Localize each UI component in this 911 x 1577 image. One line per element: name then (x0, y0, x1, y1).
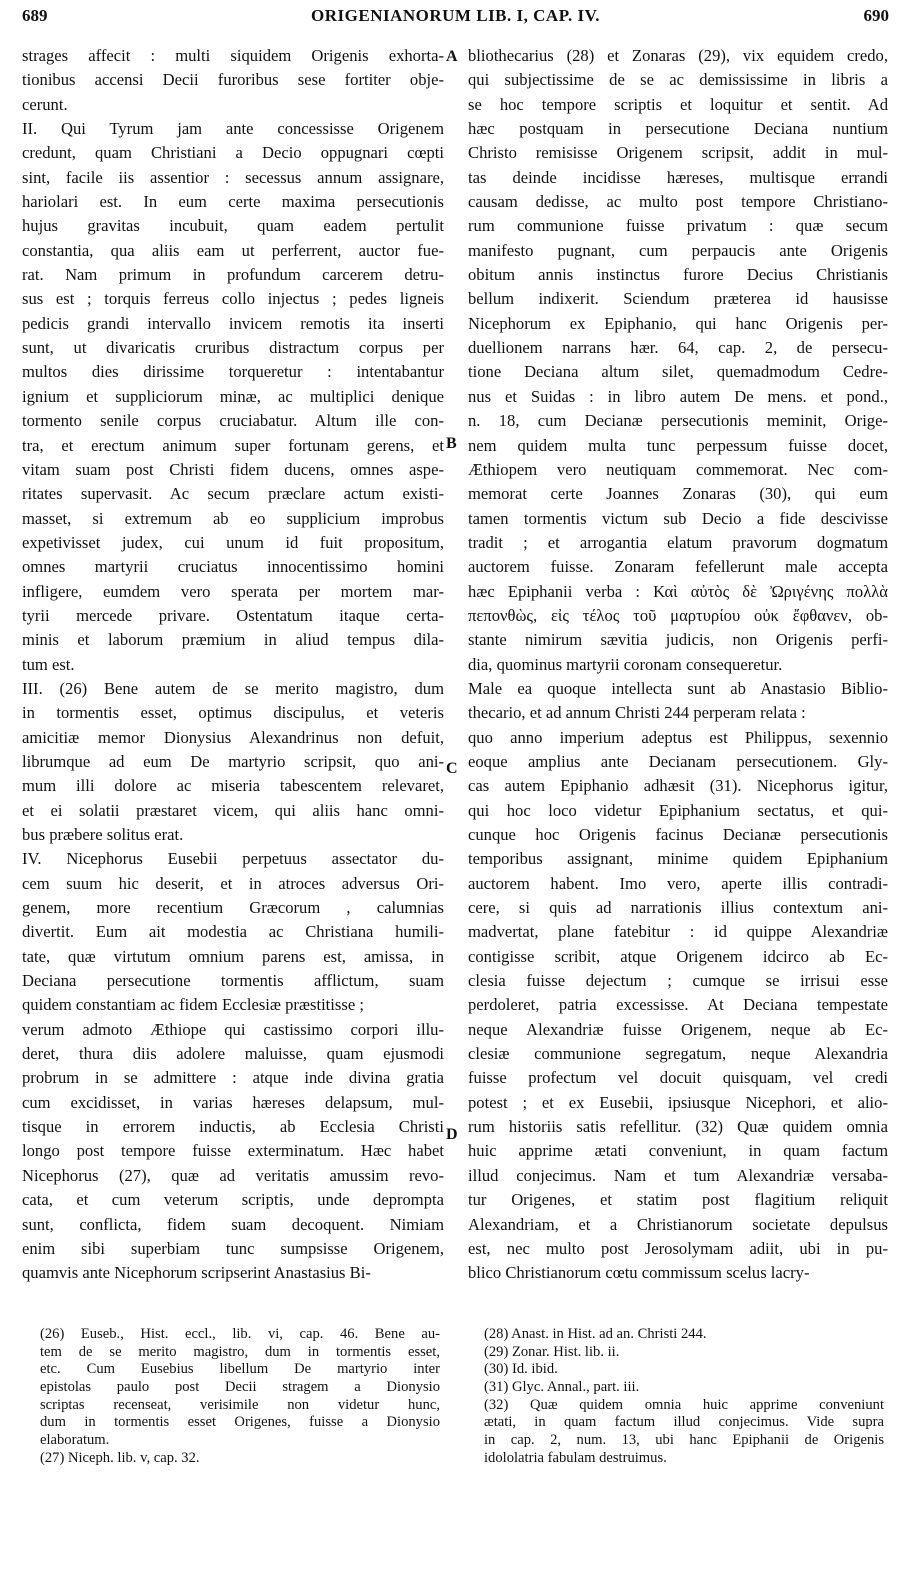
text-line: tamen tormentis victum sub Decio a fide descivisse (468, 508, 888, 528)
left-text-column (22, 44, 444, 1286)
text-line: Alexandriam, et a Christianorum societate depulsus (468, 1214, 888, 1234)
footnote-line: epistolas paulo post Decii stragem a Dionysio (40, 1379, 440, 1396)
text-line: cem suum hic deserit, et in atroces adversus Ori- (22, 873, 444, 893)
text-line: manifesto pugnant, cum perpaucis ante Origenis (468, 240, 888, 260)
text-line: genem, more recentium Græcorum , calumnias (22, 898, 444, 918)
text-line: perdoleret, patria excessisse. At Deciana tempestate (468, 995, 888, 1015)
text-line: neque Alexandriæ fuisse Origenem, neque ab Ec- (468, 1019, 888, 1039)
text-line: hujus gravitas incubuit, quam eadem pertulit (22, 216, 444, 236)
text-line: contigisse scribit, atque Origenem idcirco ab Ec- (468, 946, 888, 966)
text-line: auctorem habent. Imo vero, aperte illis contradi- (468, 873, 888, 893)
text-line: minis et laborum præmium in aliud tempus dila- (22, 630, 444, 650)
text-line: sint, facile iis assentior : secessus annum assignare, (22, 167, 444, 187)
text-line: cata, et cum veterum scriptis, unde deprompta (22, 1190, 444, 1210)
text-line: tum est. (22, 654, 75, 674)
text-line: multos dies dirissime torqueretur : intentabantur (22, 362, 444, 382)
text-line: tisque in errorem inductis, ab Ecclesia Christi (22, 1117, 444, 1137)
text-line: ritates supervasit. Ac secum præclare actum existi- (22, 484, 444, 504)
text-line: fuisse profectum vel docuit quisquam, vel credi (468, 1068, 888, 1088)
footnote-line: (28) Anast. in Hist. ad an. Christi 244. (484, 1326, 707, 1342)
running-header (22, 6, 889, 32)
footnote-line: idololatria fabulam destruimus. (484, 1449, 667, 1466)
text-line: in tormentis esset, optimus discipulus, et veteris (22, 703, 444, 723)
text-line: Nicephorum ex Epiphanio, qui hanc Origenis per- (468, 313, 888, 333)
text-line: credunt, quam Christiani a Decio oppugnari cœpti (22, 143, 444, 163)
text-line: hæc Epiphanii verba : Καὶ αὐτὸς δὲ Ὠριγένης πολλὰ (468, 581, 888, 601)
text-line: memorat certe Joannes Zonaras (30), qui eum (468, 484, 888, 504)
text-line: tate, quæ virtutum omnium parens est, amissa, in (22, 946, 444, 966)
text-line: et ei solatii præstaret vicem, qui aliis hanc omni- (22, 800, 444, 820)
text-line: madvertat, plane fatebitur : id quippe Alexandriæ (468, 922, 888, 942)
left-page-number: 689 (22, 6, 48, 25)
text-line: bellum indixerit. Sciendum præterea id hausisse (468, 289, 888, 309)
text-line: clesia fuisse dejectum ; cumque se irrisui esse (468, 971, 888, 991)
left-footnotes (40, 1326, 440, 1468)
text-line: hariolari est. In eum certe maxima persecutionis (22, 192, 444, 212)
text-line: quo anno imperium adeptus est Philippus, sexennio (468, 727, 888, 747)
text-line: tas deinde incidisse hæreses, multisque errandi (468, 167, 888, 187)
text-line: expetivisset judex, cui unum id fuit propositum, (22, 532, 444, 552)
right-footnotes (484, 1326, 884, 1468)
text-line: cas autem Epiphanio adhæsit (31). Nicephorus igitur, (468, 776, 888, 796)
footnote-line: (31) Glyc. Annal., part. iii. (484, 1379, 640, 1396)
text-line: longo post tempore fuisse exterminatum. Hæc habet (22, 1141, 444, 1161)
text-line: clesiæ communione segregatum, neque Alexandria (468, 1044, 888, 1064)
text-line: potest ; et ex Eusebii, ipsiusque Nicephori, et alio- (468, 1092, 888, 1112)
footnote-line: (30) Id. ibid. (484, 1361, 558, 1378)
right-text-column (468, 44, 888, 1286)
text-line: se hoc tempore scriptis et loquitur et sentit. Ad (468, 94, 888, 114)
footnote-line: elaboratum. (40, 1432, 110, 1449)
text-line: thecario, et ad annum Christi 244 perperam relata : (468, 703, 806, 723)
text-line: sus est ; torquis ferreus collo injectus ; pedes ligneis (22, 289, 444, 309)
text-line: III. (26) Bene autem de se merito magistro, dum (22, 678, 444, 698)
text-line: πεπονθὼς, εἰς τέλος τοῦ μαρτυρίου οὐκ ἔφθανεν, ob- (468, 605, 888, 625)
footnote-line: (27) Niceph. lib. v, cap. 32. (40, 1449, 200, 1466)
text-line: stante nimirum sævitia judicis, non Origenis perfi- (468, 630, 888, 650)
text-line: causam dedisse, ac multo post tempore Christiano- (468, 192, 888, 212)
footnote-line: dum in tormentis esset Origenes, fuisse a Dionysio (40, 1414, 440, 1431)
text-line: pedicis grandi intervallo invicem remotis ita inserti (22, 313, 444, 333)
text-line: divertit. Eum ait modestia ac Christiana humili- (22, 922, 444, 942)
text-line: bus præbere solitus erat. (22, 825, 184, 844)
text-line: duellionem narrans hær. 64, cap. 2, de persecu- (468, 338, 888, 358)
text-line: II. Qui Tyrum jam ante concessisse Origenem (22, 119, 444, 139)
text-line: Nicephorus (27), quæ ad veritatis amussim revo- (22, 1165, 444, 1185)
text-line: enim sibi superbiam tunc sumpsisse Origenem, (22, 1238, 444, 1258)
text-line: tur Origenes, et statim post flagitium reliquit (468, 1190, 888, 1210)
text-line: dia, quominus martyrii coronam consequeretur. (468, 654, 783, 674)
text-line: qui subjectissime de se ac demississime in libris a (468, 70, 888, 90)
text-line: tormento senile corpus cruciabatur. Altum ille con- (22, 411, 444, 431)
text-line: omnes martyrii cruciatus innocentissimo homini (22, 557, 444, 577)
text-line: deret, thura diis adolere maluisse, quam ejusmodi (22, 1044, 444, 1064)
text-line: probrum in se admittere : atque inde divina gratia (22, 1068, 444, 1088)
footnote-line: scriptas recenseat, verisimile non videtur hunc, (40, 1396, 440, 1413)
footnote-line: (26) Euseb., Hist. eccl., lib. vi, cap. 46. Bene au- (40, 1326, 440, 1342)
section-marker-c: C (446, 760, 458, 777)
text-line: Æthiopem vero neutiquam commemorat. Nec com- (468, 459, 888, 479)
text-line: tyrii mercede privare. Ostentatum itaque certa- (22, 605, 444, 625)
footnote-line: ætati, in quam factum illud conjecimus. Vide supra (484, 1414, 884, 1431)
running-title: ORIGENIANORUM LIB. I, CAP. IV. (311, 6, 600, 25)
text-line: IV. Nicephorus Eusebii perpetuus assectator du- (22, 849, 444, 869)
text-line: masset, si extremum ab eo supplicium improbus (22, 508, 444, 528)
text-line: huic apprime ætati conveniunt, in quam factum (468, 1141, 888, 1161)
text-line: auctorem fuisse. Zonaram fefellerunt male accepta (468, 557, 888, 577)
footnote-line: in cap. 2, num. 13, ubi hanc Epiphanii de Origenis (484, 1432, 884, 1449)
text-line: nus et Suidas : in libro autem De mens. et pond., (468, 386, 888, 406)
text-line: librumque ad eum De martyrio scripsit, quo ani- (22, 751, 444, 771)
text-line: sunt, conflicta, fidem suam decoquent. Nimiam (22, 1214, 444, 1234)
text-line: hæc postquam in persecutione Deciana nuntium (468, 119, 888, 139)
footnote-line: (32) Quæ quidem omnia huic apprime conveniunt (484, 1396, 884, 1413)
text-line: qui hoc loco videtur Epiphanium sectatus, et qui- (468, 800, 888, 820)
text-line: ignium et suppliciorum minæ, ac multiplici denique (22, 386, 444, 406)
text-line: mum illi dolore ac miseria tabescentem relevaret, (22, 776, 444, 796)
text-line: Deciana persecutione tormentis afflictum, suam (22, 971, 444, 991)
text-line: temporibus assignant, minime quidem Epiphanium (468, 849, 888, 869)
section-marker-d: D (446, 1126, 458, 1143)
text-line: est, nec multo post Jerosolymam adiit, ubi in pu- (468, 1238, 888, 1258)
text-line: rat. Nam primum in profundum carcerem detru- (22, 265, 444, 285)
text-line: tionibus accensi Decii furoribus sese fortiter obje- (22, 70, 444, 90)
section-marker-a: A (446, 48, 458, 65)
text-line: constantia, qua aliis eam ut perferrent, auctor fue- (22, 240, 444, 260)
text-line: blico Christianorum cœtu commissum scelus lacry- (468, 1263, 810, 1283)
text-line: eoque amplius ante Decianam persecutionem. Gly- (468, 751, 888, 771)
text-line: tione Deciana altum silet, quemadmodum Cedre- (468, 362, 888, 382)
text-line: n. 18, cum Decianæ persecutionis meminit, Orige- (468, 411, 888, 431)
text-line: cunque hoc Origenis facinus Decianæ persecutionis (468, 825, 888, 844)
section-marker-b: B (446, 435, 457, 452)
text-line: Male ea quoque intellecta sunt ab Anastasio Biblio- (468, 678, 888, 698)
footnote-line: tem de se merito magistro, dum in tormentis esset, (40, 1343, 440, 1360)
text-line: tra, et erectum animum super fortunam gerens, et (22, 435, 444, 455)
text-line: obitum annis instinctus furore Decius Christianis (468, 265, 888, 285)
text-line: rum communione fuisse privatum : quæ secum (468, 216, 888, 236)
text-line: infligere, eumdem vero sperata per mortem mar- (22, 581, 444, 601)
footnote-line: etc. Cum Eusebius libellum De martyrio inter (40, 1361, 440, 1378)
text-line: vitam suam post Christi fidem ducens, omnes aspe- (22, 459, 444, 479)
text-line: illud conjecimus. Nam et tum Alexandriæ versaba- (468, 1165, 888, 1185)
text-line: verum admoto Æthiope qui castissimo corpori illu- (22, 1019, 444, 1039)
text-line: cerunt. (22, 94, 68, 114)
text-line: strages affecit : multi siquidem Origenis exhorta- (22, 46, 444, 65)
text-line: tradit ; et arrogantia elatum pravorum dogmatum (468, 532, 888, 552)
text-line: rum historiis satis refellitur. (32) Quæ quidem omnia (468, 1117, 888, 1137)
text-line: quamvis ante Nicephorum scripserint Anastasius Bi- (22, 1263, 371, 1283)
text-line: quidem constantiam ac fidem Ecclesiæ præstitisse ; (22, 995, 364, 1015)
text-line: cere, si quis ad narrationis illius contextum ani- (468, 898, 888, 918)
footnote-line: (29) Zonar. Hist. lib. ii. (484, 1343, 620, 1360)
right-page-number: 690 (863, 6, 889, 25)
text-line: sunt, ut divaricatis cruribus distractum corpus per (22, 338, 444, 358)
text-line: bliothecarius (28) et Zonaras (29), vix equidem credo, (468, 46, 888, 65)
text-line: cum excidisset, in varias hæreses delapsum, mul- (22, 1092, 444, 1112)
text-line: Christo remisisse Origenem scripsit, addit in mul- (468, 143, 888, 163)
text-line: nem quidem multa tunc perpessum fuisse docet, (468, 435, 888, 455)
text-line: amicitiæ memor Dionysius Alexandrinus non defuit, (22, 727, 444, 747)
